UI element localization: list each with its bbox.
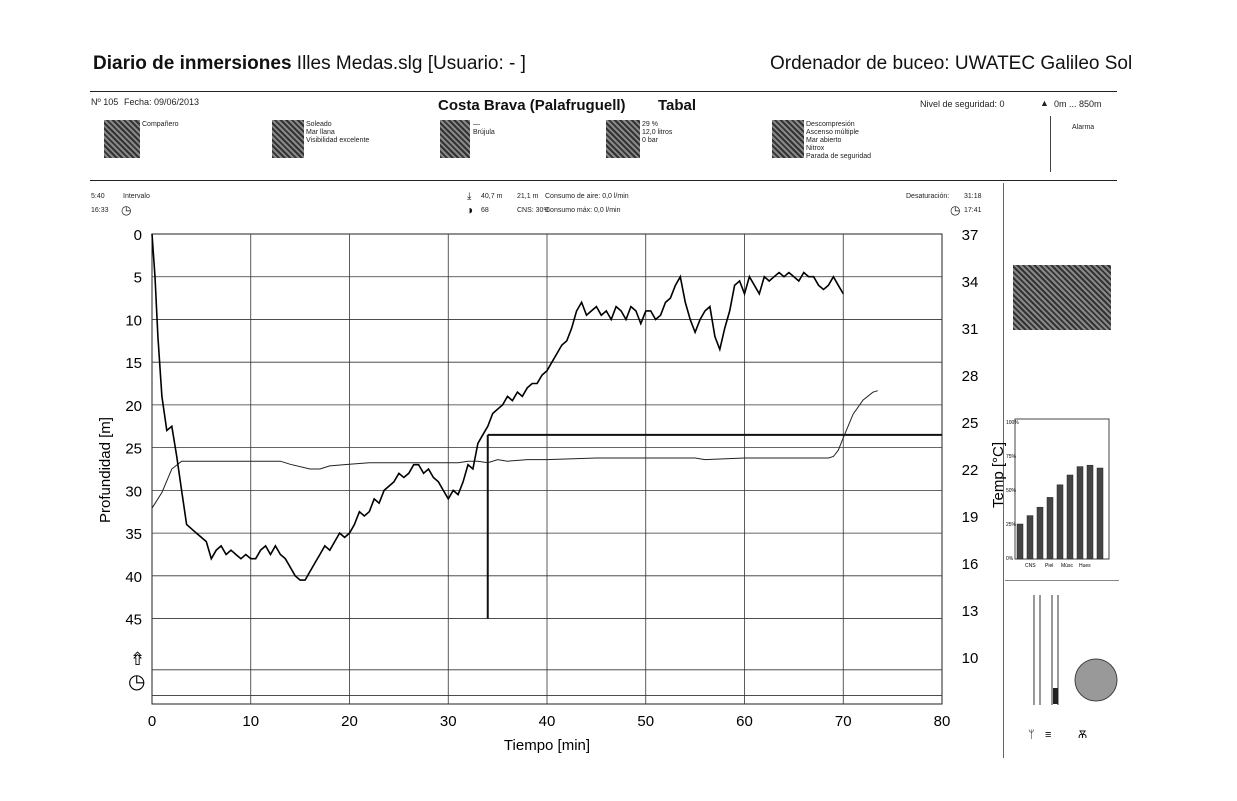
weather-line: Visibilidad excelente [306,137,370,144]
alarm-label: Alarma [1072,124,1095,131]
duration-icon: ◑ [466,203,474,217]
start-time-top: 5:40 [91,193,105,200]
y-tick-label: 30 [125,483,142,501]
log-title [93,53,526,75]
dive-type-line: Ascenso múltiple [806,129,859,136]
y2-tick-label: 10 [961,650,979,667]
y2-tick-label: 34 [961,274,979,291]
fin-icon: ≡ [1045,729,1052,741]
y2-tick-label: 31 [961,321,979,338]
dive-type-info [806,121,871,161]
compass-icon [1075,659,1117,701]
max-consumption: Consumo máx: 0,0 l/min [545,207,621,214]
gas-info [642,121,672,145]
tissue-category: Músc [1061,563,1073,569]
y-tick-label: 20 [125,397,142,415]
header-divider [90,91,1117,92]
ascent-gauges [1010,590,1120,750]
weather-info [306,121,369,145]
dive-site: Costa Brava (Palafruguell) [438,97,626,114]
tissue-bar [1057,485,1063,559]
side-panel-rule [1005,580,1119,581]
weather-line: Mar llana [306,129,335,136]
tissue-ytick: 100% [1006,420,1019,426]
tissue-bar [1017,524,1023,559]
dive-type-icon [772,120,804,158]
tissue-bar [1027,516,1033,559]
buddy-label: Compañero [142,121,179,128]
tissue-bar [1047,497,1053,559]
dive-type-line: Mar abierto [806,137,842,144]
equipment-line: — [473,121,480,128]
x-tick-label: 10 [242,713,260,730]
tissue-bar [1097,468,1103,559]
tissue-chart [1005,415,1117,575]
y-tick-label: 10 [125,312,142,330]
tank-icon [606,120,640,158]
dive-type-line: Nitrox [806,145,825,152]
weather-icon [272,120,304,158]
y-tick-label: 15 [125,355,142,373]
equipment-line: Brújula [473,129,495,136]
diver-icon: Ѫ [1078,729,1088,741]
x-axis-label: Tiempo [min] [503,737,591,754]
tissue-category: Piel [1045,563,1054,569]
desaturation-label: Desaturación: [906,193,950,200]
y2-tick-label: 16 [961,556,979,573]
y2-tick-label: 25 [961,415,979,432]
computer-display-icon [1013,265,1111,330]
max-depth-icon: ⤓ [467,191,472,202]
dive-type-line: Descompresión [806,121,855,128]
buddy-icon [104,120,140,158]
equipment-icon [440,120,470,158]
start-time-bottom: 16:33 [91,207,109,214]
x-tick-label: 50 [637,713,655,730]
x-tick-label: 0 [147,713,157,730]
gas-line: 0 bar [642,137,658,144]
gas-line: 29 % [642,121,658,128]
x-tick-label: 70 [834,713,852,730]
log-file-name: Illes Medas.slg [296,53,423,74]
ascent-icon: ⇮ [130,649,146,669]
tissue-bars [1017,465,1103,559]
dive-date: Fecha: 09/06/2013 [124,97,200,107]
y2-tick-label: 22 [961,462,979,479]
y-axis-label: Profundidad [m] [97,417,114,523]
y2-axis-label: Temp [°C] [990,441,1007,509]
y-tick-label: 45 [125,611,142,629]
safety-level: Nivel de seguridad: 0 [920,99,1005,109]
weather-line: Soleado [306,121,332,128]
tissue-ytick: 50% [1006,488,1017,494]
cns-value: CNS: 30% [517,207,550,214]
y-tick-label: 25 [125,440,142,458]
tissue-bar [1077,467,1083,559]
log-user: [Usuario: - ] [427,53,526,74]
desaturation-time: 31:18 [964,193,982,200]
mountain-icon: ▲ [1040,98,1049,108]
y-tick-label: 40 [125,568,142,586]
avg-depth: 21,1 m [517,193,539,200]
equipment-info [473,121,495,137]
tissue-ytick: 75% [1006,454,1017,460]
x-tick-label: 30 [439,713,457,730]
x-ticks [148,713,951,730]
dive-number: Nº 105 [91,97,119,107]
tissue-bar [1037,507,1043,559]
diver-icon: ᛘ [1028,729,1035,741]
dive-profile-chart [90,220,1010,760]
dive-spot: Tabal [658,97,697,114]
y2-ticks [962,227,979,667]
y-tick-label: 35 [125,526,142,544]
gas-line: 12,0 litros [642,129,673,136]
y-tick-label: 0 [133,227,142,244]
y2-tick-label: 19 [961,509,979,526]
log-title-bold: Diario de inmersiones [93,53,292,74]
duration: 68 [481,207,489,214]
tissue-ytick: 25% [1006,522,1017,528]
interval-label: Intervalo [123,193,150,200]
tissue-bar [1087,465,1093,559]
max-depth: 40,7 m [481,193,503,200]
clock-icon: ◷ [121,203,132,217]
clock-icon: ◷ [950,203,961,217]
ascent-gauge-fill [1053,688,1058,704]
tissue-bar [1067,475,1073,559]
air-consumption: Consumo de aire: 0,0 l/min [545,193,629,200]
altitude-range: 0m ... 850m [1054,99,1102,109]
tissue-ytick: 0% [1006,556,1014,562]
y-ticks [125,227,142,629]
x-tick-label: 40 [538,713,556,730]
tissue-category: CNS [1025,563,1036,569]
end-time: 17:41 [964,207,982,214]
dive-computer: Ordenador de buceo: UWATEC Galileo Sol [770,53,1133,74]
info-divider [90,180,1117,181]
y2-tick-label: 37 [961,227,979,244]
x-tick-label: 20 [341,713,358,730]
x-tick-label: 80 [933,713,951,730]
x-tick-label: 60 [736,713,753,730]
clock-icon: ◷ [128,671,146,693]
y2-tick-label: 13 [961,603,979,620]
y-tick-label: 5 [133,269,142,287]
dive-type-line: Parada de seguridad [806,153,871,160]
tissue-category: Hues [1079,563,1091,569]
y2-tick-label: 28 [961,368,979,385]
